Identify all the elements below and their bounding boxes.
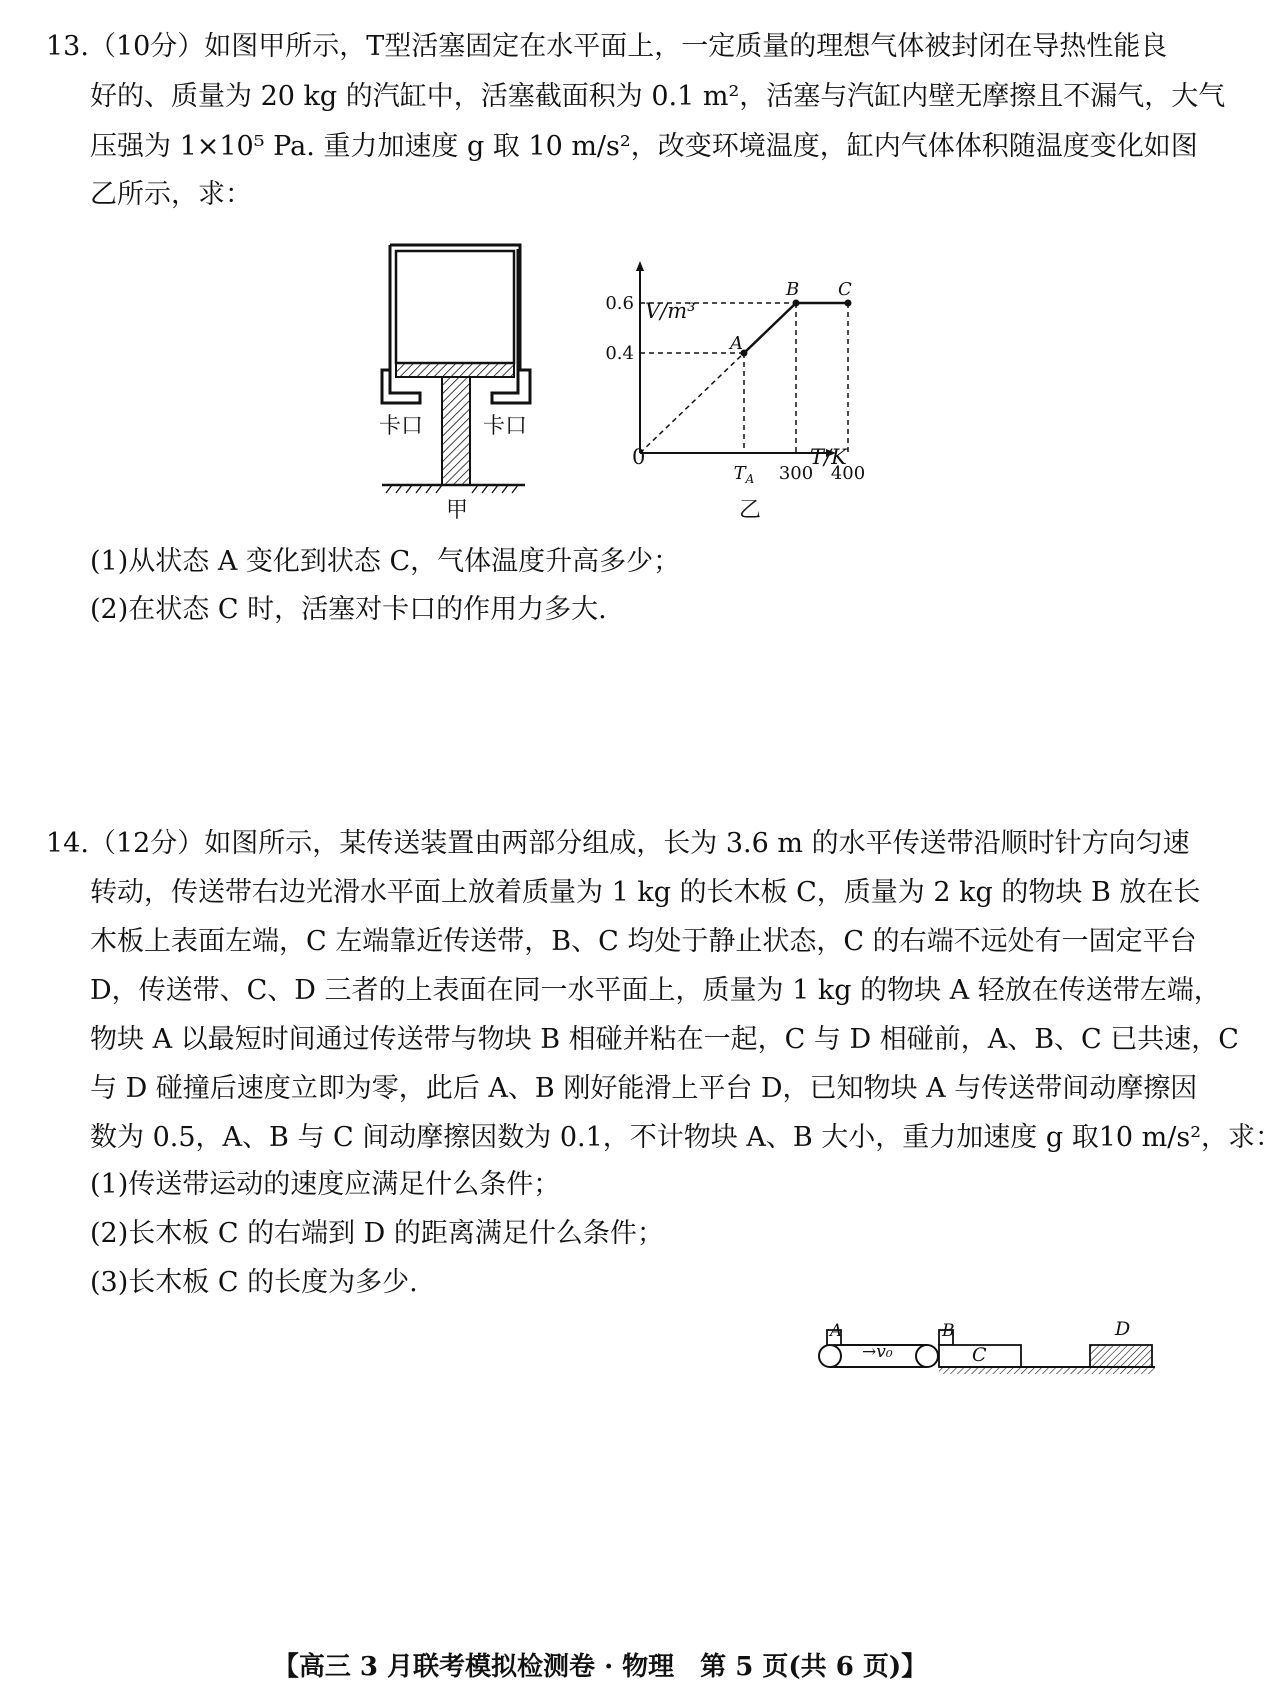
q14-line-6: 与 D 碰撞后速度立即为零，此后 A、B 刚好能滑上平台 D，已知物块 A 与传送带间动摩擦因 xyxy=(90,1073,1198,1104)
x-tick-label-300: 300 xyxy=(778,463,814,484)
platform-d xyxy=(1090,1345,1152,1367)
conveyor-left-roller xyxy=(819,1345,841,1367)
caption-jia: 甲 xyxy=(446,498,469,523)
q14-line-7: 数为 0.5，A、B 与 C 间动摩擦因数为 0.1，不计物块 A、B 大小，重力加速度 g 取10 m/s²，求： xyxy=(90,1122,1282,1153)
x-tick-label-ta: $T_A$ xyxy=(733,463,755,486)
dashed-origin-to-a xyxy=(640,353,744,453)
label-d: D xyxy=(1115,1318,1131,1340)
q14-line-5: 物块 A 以最短时间通过传送带与物块 B 相碰并粘在一起，C 与 D 相碰前，A、B、C 已共速，C xyxy=(90,1024,1239,1055)
x-tick-label-400: 400 xyxy=(830,463,866,484)
point-b xyxy=(793,300,800,307)
origin-label: 0 xyxy=(632,445,646,469)
q13-line-1: 13.（10分）如图甲所示，T型活塞固定在水平面上，一定质量的理想气体被封闭在导热性能良 xyxy=(46,31,1168,62)
q14-line-4: D，传送带、C、D 三者的上表面在同一水平面上，质量为 1 kg 的物块 A 轻放在传送带左端， xyxy=(90,975,1221,1006)
series-line-abc xyxy=(744,303,848,353)
label-kakou-left: 卡口 xyxy=(379,414,424,439)
label-a: A xyxy=(830,1321,843,1341)
q14-line-2: 转动，传送带右边光滑水平面上放着质量为 1 kg 的长木板 C，质量为 2 kg 的物块 B 放在长 xyxy=(90,877,1201,908)
page-footer: 【高三 3 月联考模拟检测卷 · 物理 第 5 页(共 6 页)】 xyxy=(272,1652,928,1682)
caption-yi: 乙 xyxy=(739,498,762,523)
label-c: C xyxy=(972,1344,987,1366)
q14-sub-3: (3)长木板 C 的长度为多少. xyxy=(90,1267,418,1298)
label-v0: →v₀ xyxy=(862,1342,893,1362)
q14-line-1: 14.（12分）如图所示，某传送装置由两部分组成，长为 3.6 m 的水平传送带沿顺时针方向匀速 xyxy=(46,828,1190,859)
y-tick-label-0-4: 0.4 xyxy=(605,343,634,364)
q13-sub-1: (1)从状态 A 变化到状态 C，气体温度升高多少； xyxy=(90,546,681,577)
piston-rod xyxy=(442,377,470,485)
label-b: B xyxy=(942,1321,955,1341)
q13-sub-2: (2)在状态 C 时，活塞对卡口的作用力多大. xyxy=(90,594,607,625)
y-axis-label-text: V/m³ xyxy=(645,299,696,323)
cylinder-chamber xyxy=(396,251,514,363)
q13-line-3: 压强为 1×10⁵ Pa. 重力加速度 g 取 10 m/s²，改变环境温度，缸内气体体积随温度变化如图 xyxy=(90,131,1198,162)
conveyor-right-roller xyxy=(916,1345,938,1367)
q14-sub-1: (1)传送带运动的速度应满足什么条件； xyxy=(90,1169,561,1200)
point-label-b: B xyxy=(786,279,800,300)
q13-line-4: 乙所示，求： xyxy=(90,179,252,210)
x-axis-label: T/K xyxy=(810,445,847,469)
y-axis-label xyxy=(645,294,696,328)
point-label-a: A xyxy=(730,333,743,354)
q13-line-2: 好的、质量为 20 kg 的汽缸中，活塞截面积为 0.1 m²，活塞与汽缸内壁无摩擦且不漏气，大气 xyxy=(90,81,1226,112)
y-axis-arrow xyxy=(636,261,644,271)
point-c xyxy=(845,300,852,307)
label-kakou-right: 卡口 xyxy=(483,414,528,439)
piston-head xyxy=(396,363,514,377)
q14-line-3: 木板上表面左端，C 左端靠近传送带，B、C 均处于静止状态，C 的右端不远处有一固定平台 xyxy=(90,926,1197,957)
q14-sub-2: (2)长木板 C 的右端到 D 的距离满足什么条件； xyxy=(90,1218,664,1249)
figure-jia-cylinder xyxy=(380,235,540,515)
point-label-c: C xyxy=(838,279,852,300)
y-tick-label-0-6: 0.6 xyxy=(605,293,634,314)
